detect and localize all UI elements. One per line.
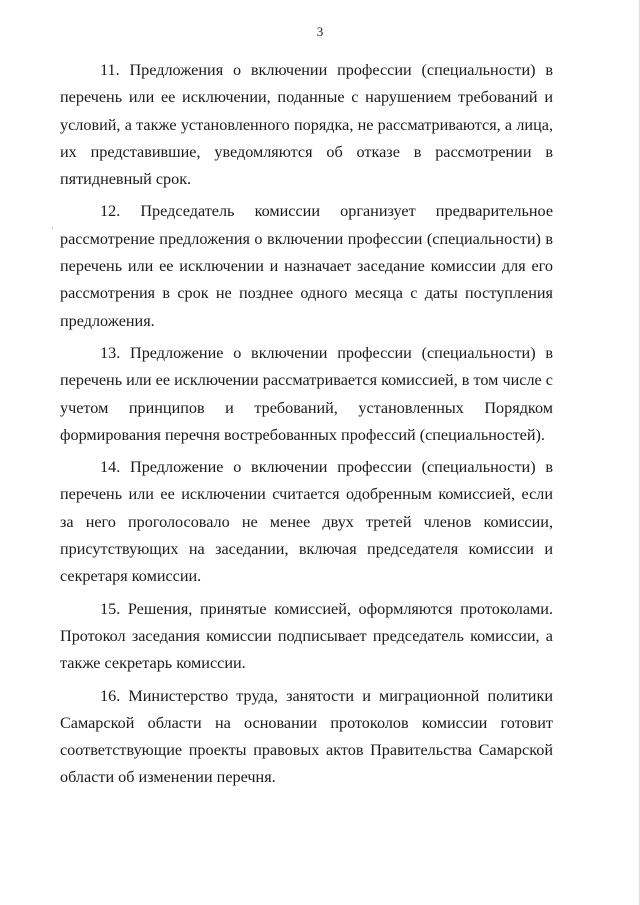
page-number: 3 — [316, 24, 324, 39]
paragraph-11: 11. Предложения о включении профессии (специальности) в перечень или ее исключении, поданные с нарушением требований и условий, а также установленного порядка, не рассматриваются, а лица, их представившие, уведомляются об отказе в рассмотрении в пятидневный срок. — [60, 61, 553, 189]
paragraph-15: 15. Решения, принятые комиссией, оформляются протоколами. Протокол заседания комиссии подписывает председатель комиссии, а также секретарь комиссии. — [60, 599, 553, 673]
paragraph-13: 13. Предложение о включении профессии (специальности) в перечень или ее исключении рассматривается комиссией, в том числе с учетом принципов и требований, установленных Порядком формирования перечня востребованных профессий (специальностей). — [60, 343, 553, 444]
paragraph-14: 14. Предложение о включении профессии (специальности) в перечень или ее исключении считается одобренным комиссией, если за него проголосовало не менее двух третей членов комиссии, присутствующих на заседании, включая председателя комиссии и секретаря комиссии. — [60, 458, 553, 586]
paragraph-12: 12. Председатель комиссии организует предварительное рассмотрение предложения о включении профессии (специальности) в перечень или ее исключении и назначает заседание комиссии для его рассмотрения в срок не позднее одного месяца с даты поступления предложения. — [60, 202, 553, 330]
paragraph-16: 16. Министерство труда, занятости и миграционной политики Самарской области на основании протоколов комиссии готовит соответствующие проекты правовых актов Правительства Самарской области об изменении перечня. — [60, 686, 553, 787]
document-body — [60, 57, 553, 797]
scan-mark: · — [51, 223, 54, 233]
